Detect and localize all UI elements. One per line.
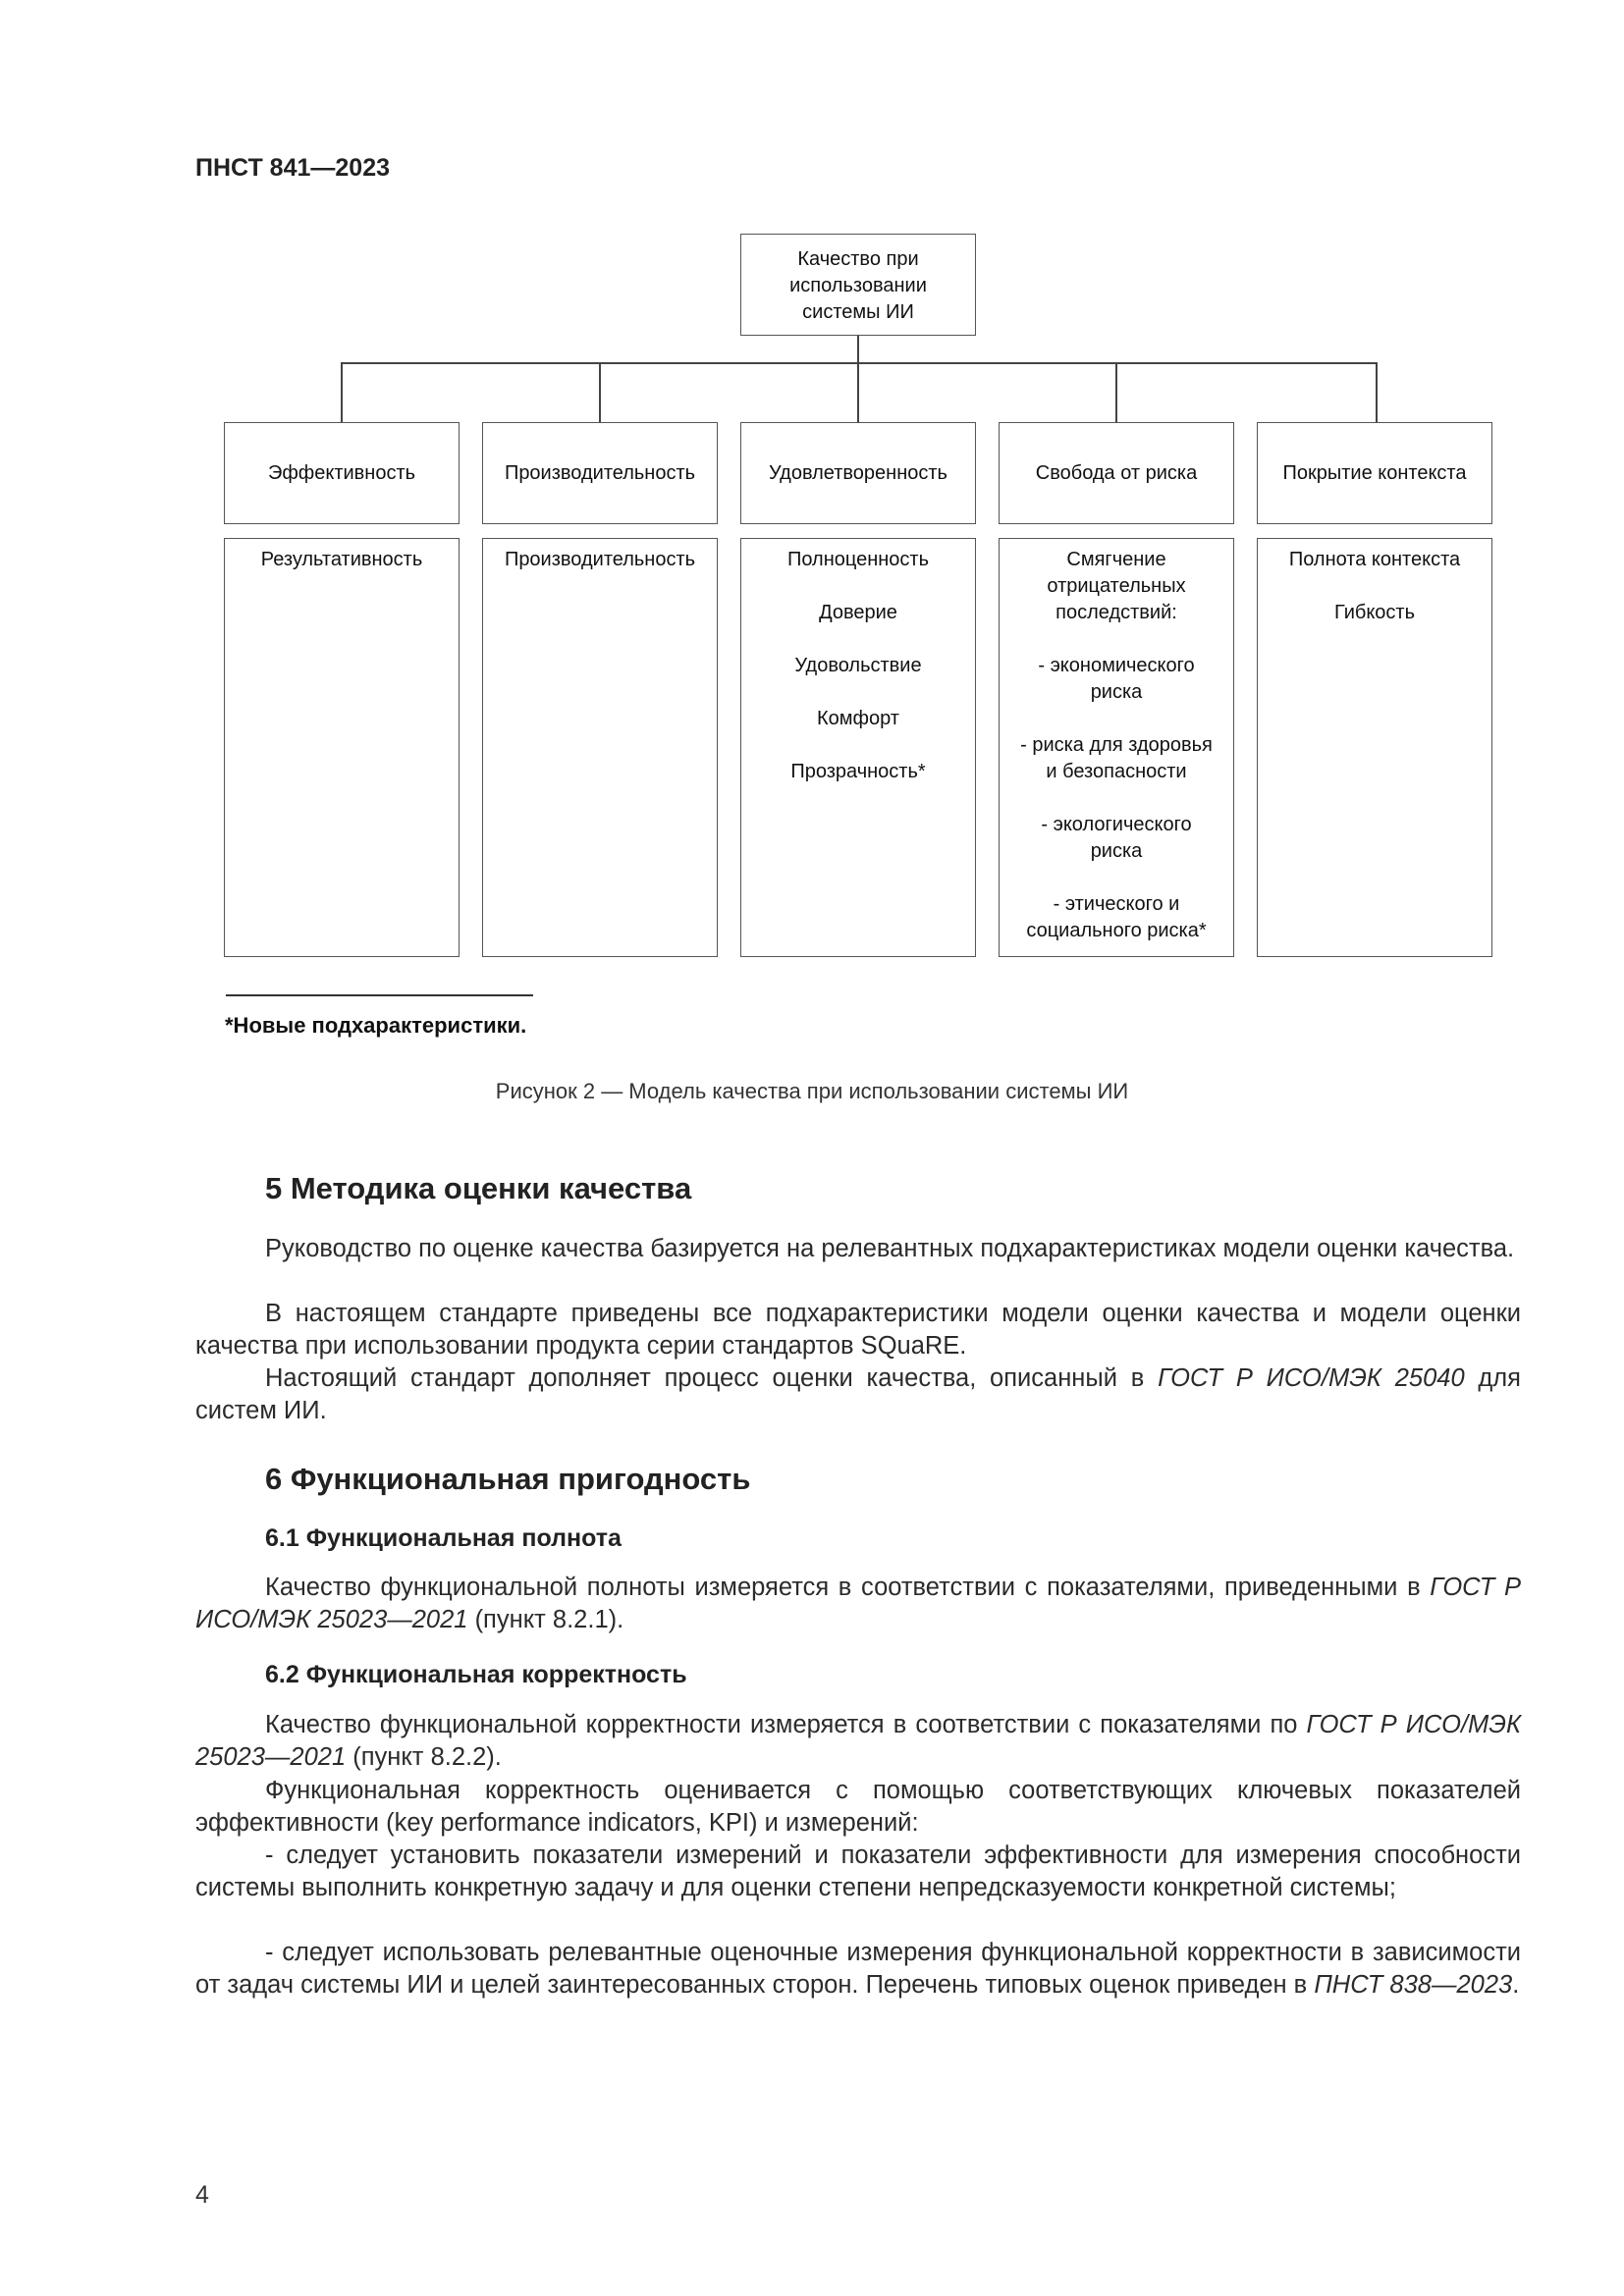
subcharacteristic-line: риска [1090, 681, 1143, 703]
footnote-rule [226, 994, 533, 996]
subcharacteristics-box [999, 538, 1234, 957]
text-run: (пункт 8.2.1). [467, 1606, 624, 1633]
connector-horizontal [341, 362, 1378, 364]
text-run: . [1512, 1971, 1520, 1999]
section-6-2-paragraph-1 [195, 1709, 1521, 1774]
root-line: системы ИИ [802, 301, 914, 323]
subcharacteristic-line: социального риска* [1026, 920, 1207, 941]
connector-col3 [857, 362, 859, 422]
section-6-2-paragraph-2: Функциональная корректность оценивается с помощью соответствующих ключевых показателей эффективности (key performance indicators, KPI) и измерений: [195, 1777, 1521, 1837]
connector-root-vertical [857, 336, 859, 363]
figure-footnote: *Новые подхарактеристики. [225, 1013, 527, 1038]
section-6-2-paragraph-4 [195, 1937, 1521, 2002]
connector-col5 [1376, 362, 1378, 422]
subcharacteristic-line: - экономического [1038, 655, 1195, 676]
subcharacteristic-item: Гибкость [1333, 602, 1415, 623]
characteristic-label: Покрытие контекста [1282, 461, 1467, 484]
standard-reference: ГОСТ Р ИСО/МЭК 25040 [1158, 1364, 1465, 1392]
text-run: (пункт 8.2.2). [346, 1743, 502, 1771]
section-6-2-title: 6.2 Функциональная корректность [265, 1661, 687, 1688]
section-5-paragraph-1: Руководство по оценке качества базируется на релевантных подхарактеристиках модели оценки качества. [265, 1235, 1515, 1262]
section-5-paragraph-2: В настоящем стандарте приведены все подхарактеристики модели оценки качества и модели оценки качества при использовании продукта серии стандартов SQuaRE. [195, 1300, 1521, 1360]
subcharacteristic-item: Полноценность [786, 549, 930, 570]
characteristic-label: Свобода от риска [1035, 461, 1198, 484]
connector-col1 [341, 362, 343, 422]
characteristic-label: Удовлетворенность [769, 461, 947, 484]
characteristic-box [224, 422, 460, 524]
subcharacteristic-line: и безопасности [1046, 761, 1187, 782]
standard-reference: ПНСТ 838—2023 [1314, 1971, 1513, 1999]
text-run: Качество функциональной полноты измеряется в соответствии с показателями, приведенными в [265, 1574, 1431, 1601]
connector-col4 [1115, 362, 1117, 422]
subcharacteristic-item: Полнота контекста [1288, 549, 1461, 570]
subcharacteristic-line: отрицательных [1047, 575, 1186, 597]
text-run: - следует использовать релевантные оценочные измерения функциональной корректности в зависимости от задач системы ИИ и целей заинтересованных сторон. Перечень типовых оценок приведен в [195, 1939, 1521, 1999]
standard-reference: ГОСТ Р ИСО/МЭК 25023—2021 [195, 1574, 1521, 1633]
subcharacteristic-item: Комфорт [817, 708, 899, 729]
subcharacteristic-line: - экологического [1041, 814, 1192, 835]
characteristic-box [999, 422, 1234, 524]
subcharacteristic-item: Доверие [819, 602, 897, 623]
subcharacteristic-item: Производительность [504, 549, 696, 570]
text-run: Настоящий стандарт дополняет процесс оценки качества, описанный в [265, 1364, 1159, 1392]
characteristic-label: Эффективность [267, 461, 416, 484]
diagram-root-box [740, 234, 976, 336]
subcharacteristic-line: Смягчение [1066, 549, 1166, 570]
page-number: 4 [195, 2181, 209, 2209]
subcharacteristic-line: - риска для здоровья [1020, 734, 1213, 756]
connector-col2 [599, 362, 601, 422]
subcharacteristics-box [740, 538, 976, 957]
subcharacteristic-item: Прозрачность* [790, 761, 926, 782]
characteristic-box [482, 422, 718, 524]
characteristic-label: Производительность [504, 461, 696, 484]
text-run: Качество функциональной корректности измеряется в соответствии с показателями по [265, 1711, 1307, 1738]
section-6-title: 6 Функциональная пригодность [265, 1462, 751, 1496]
section-5-title: 5 Методика оценки качества [265, 1171, 692, 1205]
subcharacteristic-item: Удовольствие [794, 655, 922, 676]
figure-caption: Рисунок 2 — Модель качества при использовании системы ИИ [495, 1079, 1129, 1103]
section-6-1-title: 6.1 Функциональная полнота [265, 1524, 622, 1552]
document-id: ПНСТ 841—2023 [195, 154, 390, 182]
subcharacteristic-line: риска [1090, 840, 1143, 862]
text-run: для систем ИИ. [195, 1364, 1521, 1424]
characteristic-box [740, 422, 976, 524]
subcharacteristics-box [482, 538, 718, 957]
section-5-paragraph-3 [195, 1362, 1521, 1427]
characteristic-box [1257, 422, 1492, 524]
root-line: Качество при [797, 248, 919, 270]
subcharacteristics-box [224, 538, 460, 957]
subcharacteristic-item: Результативность [260, 549, 423, 570]
root-line: использовании [789, 275, 927, 296]
section-6-1-paragraph [195, 1572, 1521, 1636]
subcharacteristics-box [1257, 538, 1492, 957]
subcharacteristic-line: - этического и [1053, 893, 1180, 915]
section-6-2-paragraph-3: - следует установить показатели измерений и показатели эффективности для измерения способности системы выполнить конкретную задачу и для оценки степени непредсказуемости конкретной системы; [195, 1842, 1521, 1901]
standard-reference: ГОСТ Р ИСО/МЭК 25023—2021 [195, 1711, 1521, 1771]
subcharacteristic-line: последствий: [1056, 602, 1177, 623]
